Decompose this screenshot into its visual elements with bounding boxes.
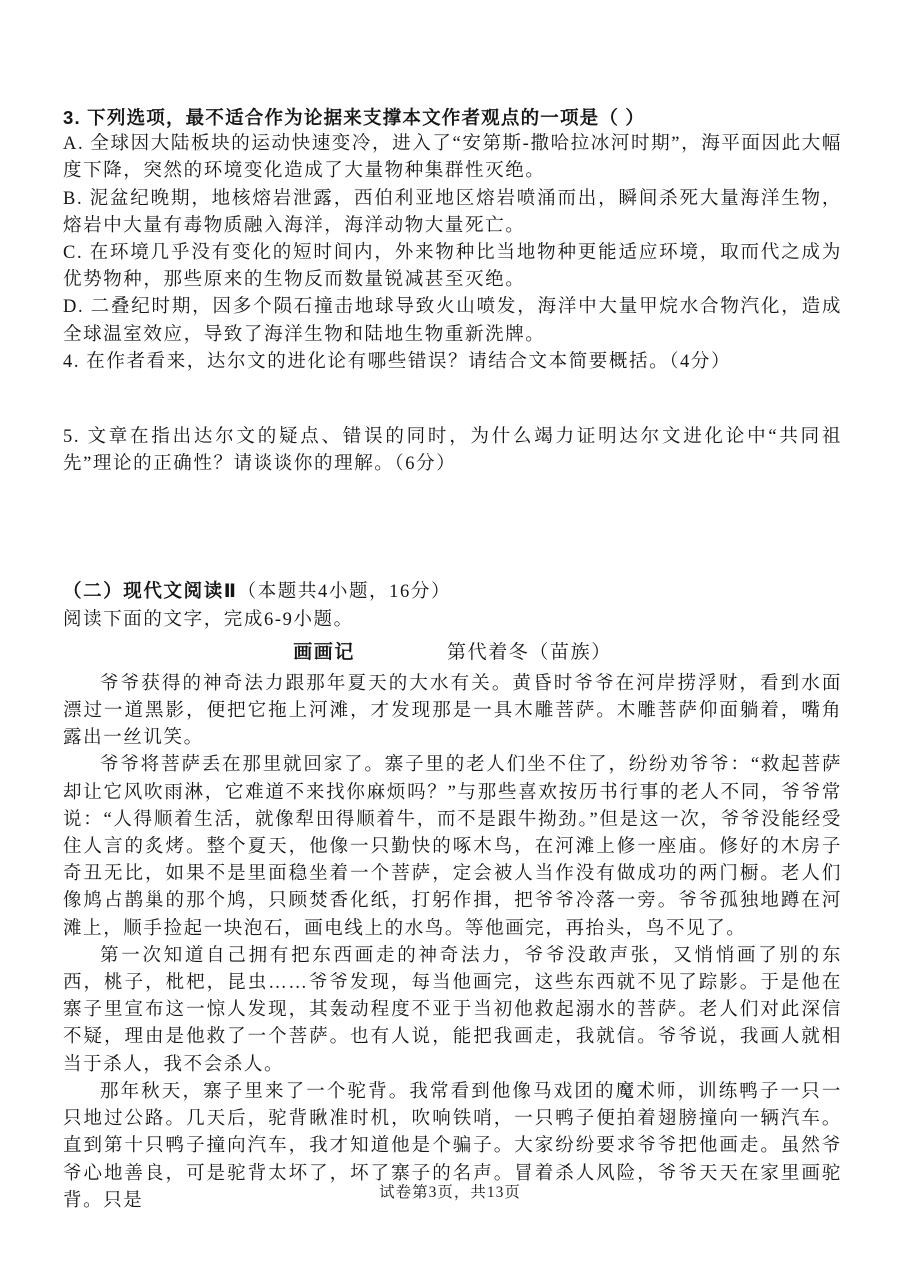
question-3-stem: 3. 下列选项，最不适合作为论据来支撑本文作者观点的一项是（ ） xyxy=(63,107,646,128)
story-paragraph-3: 第一次知道自己拥有把东西画走的神奇法力，爷爷没敢声张，又悄悄画了别的东西，桃子，枇杷，昆虫……爷爷发现，每当他画完，这些东西就不见了踪影。于是他在寨子里宣布这一惊人发现，其轰动程度不亚于当初他救起溺水的菩萨。老人们对此深信不疑，理由是他救了一个菩萨。也有人说，能把我画走，我就信。爷爷说，我画人就相当于杀人，我不会杀人。 xyxy=(63,945,842,1075)
reading-instruction: 阅读下面的文字，完成6-9小题。 xyxy=(63,609,354,630)
question-3-option-d: D. 二叠纪时期，因多个陨石撞击地球导致火山喷发，海洋中大量甲烷水合物汽化，造成全球温室效应，导致了海洋生物和陆地生物重新洗牌。 xyxy=(63,297,842,345)
story-paragraph-4: 那年秋天，寨子里来了一个驼背。我常看到他像马戏团的魔术师，训练鸭子一只一只地过公路。几天后，驼背瞅准时机，吹响铁哨，一只鸭子便拍着翅膀撞向一辆汽车。直到第十只鸭子撞向汽车，我才知道他是个骗子。大家纷纷要求爷爷把他画走。虽然爷爷心地善良，可是驼背太坏了，坏了寨子的名声。冒着杀人风险，爷爷天天在家里画驼背。只是 xyxy=(63,1081,842,1211)
page-content xyxy=(63,104,842,1215)
question-3-option-b: B. 泥盆纪晚期，地核熔岩泄露，西伯利亚地区熔岩喷涌而出，瞬间杀死大量海洋生物，熔岩中大量有毒物质融入海洋，海洋动物大量死亡。 xyxy=(63,188,842,236)
section-2-heading-title: （二）现代文阅读Ⅱ xyxy=(63,580,238,602)
story-title-row xyxy=(63,638,842,668)
section-2-heading-info: （本题共4小题，16分） xyxy=(237,582,452,603)
question-3-options xyxy=(63,131,842,349)
story-body xyxy=(63,671,842,1215)
story-paragraph-2: 爷爷将菩萨丢在那里就回家了。寨子里的老人们坐不住了，纷纷劝爷爷：“救起菩萨却让它风吹雨淋，它难道不来找你麻烦吗？”与那些喜欢按历书行事的老人不同，爷爷常说：“人得顺着生活，就像犁田得顺着牛，而不是跟牛拗劲。”但是这一次，爷爷没能经受住人言的炙烤。整个夏天，他像一只勤快的啄木鸟，在河滩上修一座庙。修好的木房子奇丑无比，如果不是里面稳坐着一个菩萨，定会被人当作没有做成功的两门橱。老人们像鸠占鹊巢的那个鸠，只顾焚香化纸，打躬作揖，把爷爷冷落一旁。爷爷孤独地蹲在河滩上，顺手捡起一块泡石，画电线上的水鸟。等他画完，再抬头，鸟不见了。 xyxy=(63,755,842,939)
story-paragraph-1: 爷爷获得的神奇法力跟那年夏天的大水有关。黄昏时爷爷在河岸捞浮财，看到水面漂过一道黑影，便把它拖上河滩，才发现那是一具木雕菩萨。木雕菩萨仰面躺着，嘴角露出一丝讥笑。 xyxy=(63,673,842,749)
section-2-heading xyxy=(63,577,842,606)
question-5: 5. 文章在指出达尔文的疑点、错误的同时，为什么竭力证明达尔文进化论中“共同祖先”理论的正确性？请谈谈你的理解。（6分） xyxy=(63,427,842,475)
question-4: 4. 在作者看来，达尔文的进化论有哪些错误？请结合文本简要概括。（4分） xyxy=(63,351,732,372)
story-author: 第代着冬（苗族） xyxy=(447,641,612,663)
question-3-option-c: C. 在环境几乎没有变化的短时间内，外来物种比当地物种更能适应环境，取而代之成为优势物种，那些原来的生物反而数量锐减甚至灭绝。 xyxy=(63,243,842,291)
story-title: 画画记 xyxy=(293,641,355,663)
page-footer: 试卷第3页，共13页 xyxy=(379,1184,521,1201)
question-3-option-a: A. 全球因大陆板块的运动快速变冷，进入了“安第斯-撒哈拉冰河时期”，海平面因此大幅度下降，突然的环境变化造成了大量物种集群性灭绝。 xyxy=(63,134,842,182)
